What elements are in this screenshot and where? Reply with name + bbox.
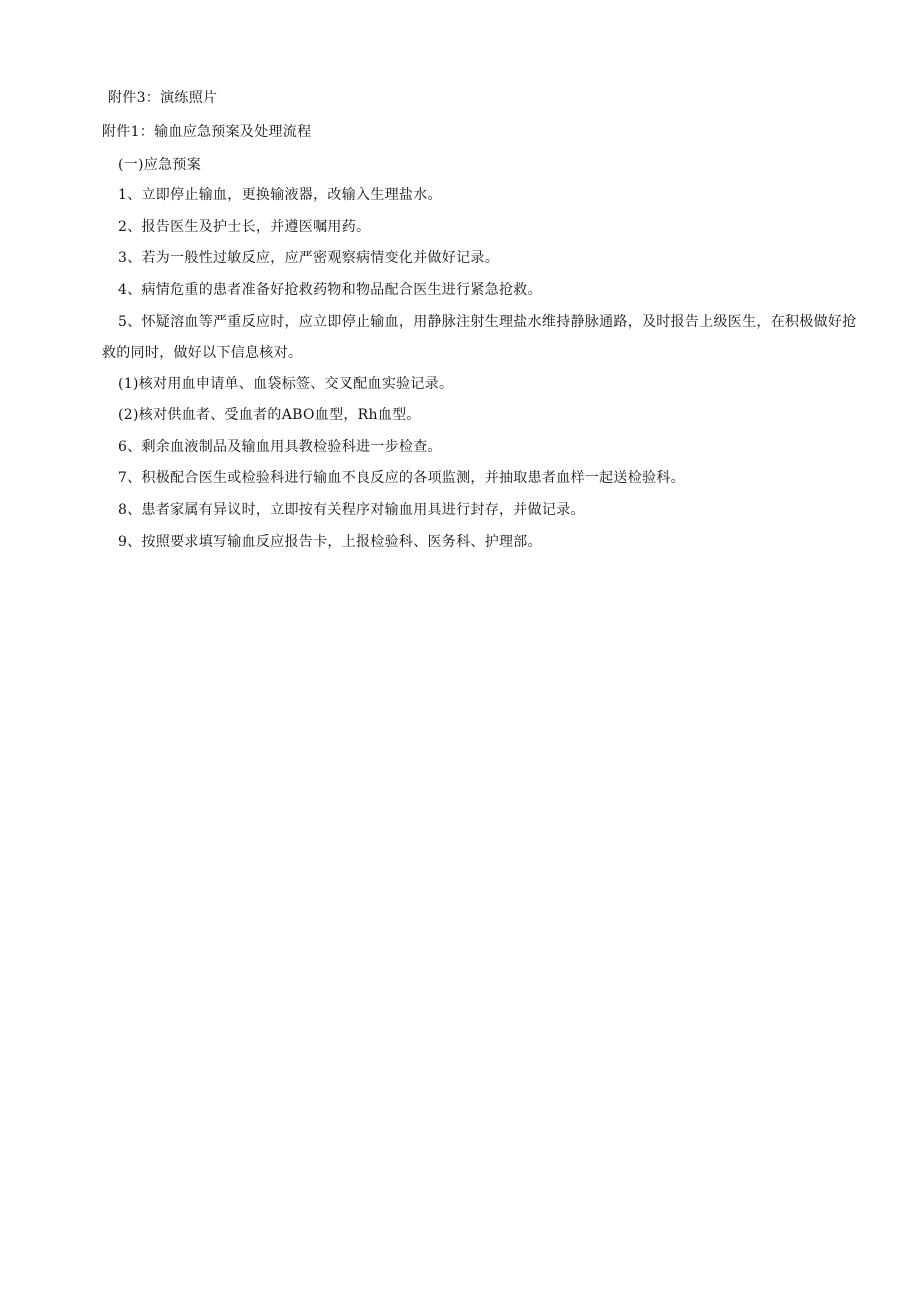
list-item: (1)核对用血申请单、血袋标签、交叉配血实验记录。: [118, 376, 454, 392]
list-item: 5、怀疑溶血等严重反应时，应立即停止输血，用静脉注射生理盐水维持静脉通路，及时报告上级医生，在积极做好抢救的同时，做好以下信息核对。: [102, 314, 857, 361]
list-item: 4、病情危重的患者准备好抢救药物和物品配合医生进行紧急抢救。: [118, 282, 542, 298]
list-item: (2)核对供血者、受血者的ABO血型，Rh血型。: [118, 407, 421, 423]
list-item: 8、患者家属有异议时，立即按有关程序对输血用具进行封存，并做记录。: [118, 502, 585, 518]
list-item: 9、按照要求填写输血反应报告卡，上报检验科、医务科、护理部。: [118, 534, 542, 550]
section-heading: (一)应急预案: [118, 157, 202, 173]
list-item: 7、积极配合医生或检验科进行输血不良反应的各项监测，并抽取患者血样一起送检验科。: [118, 470, 685, 486]
attachment1-title: 附件1：输血应急预案及处理流程: [102, 124, 312, 140]
list-item: 2、报告医生及护士长，并遵医嘱用药。: [118, 219, 371, 235]
attachment3-title: 附件3：演练照片: [108, 90, 218, 106]
list-item: 3、若为一般性过敏反应，应严密观察病情变化并做好记录。: [118, 250, 500, 266]
list-item: 6、剩余血液制品及输血用具教检验科进一步检查。: [118, 439, 442, 455]
list-item: 1、立即停止输血，更换输液器，改输入生理盐水。: [118, 187, 442, 203]
